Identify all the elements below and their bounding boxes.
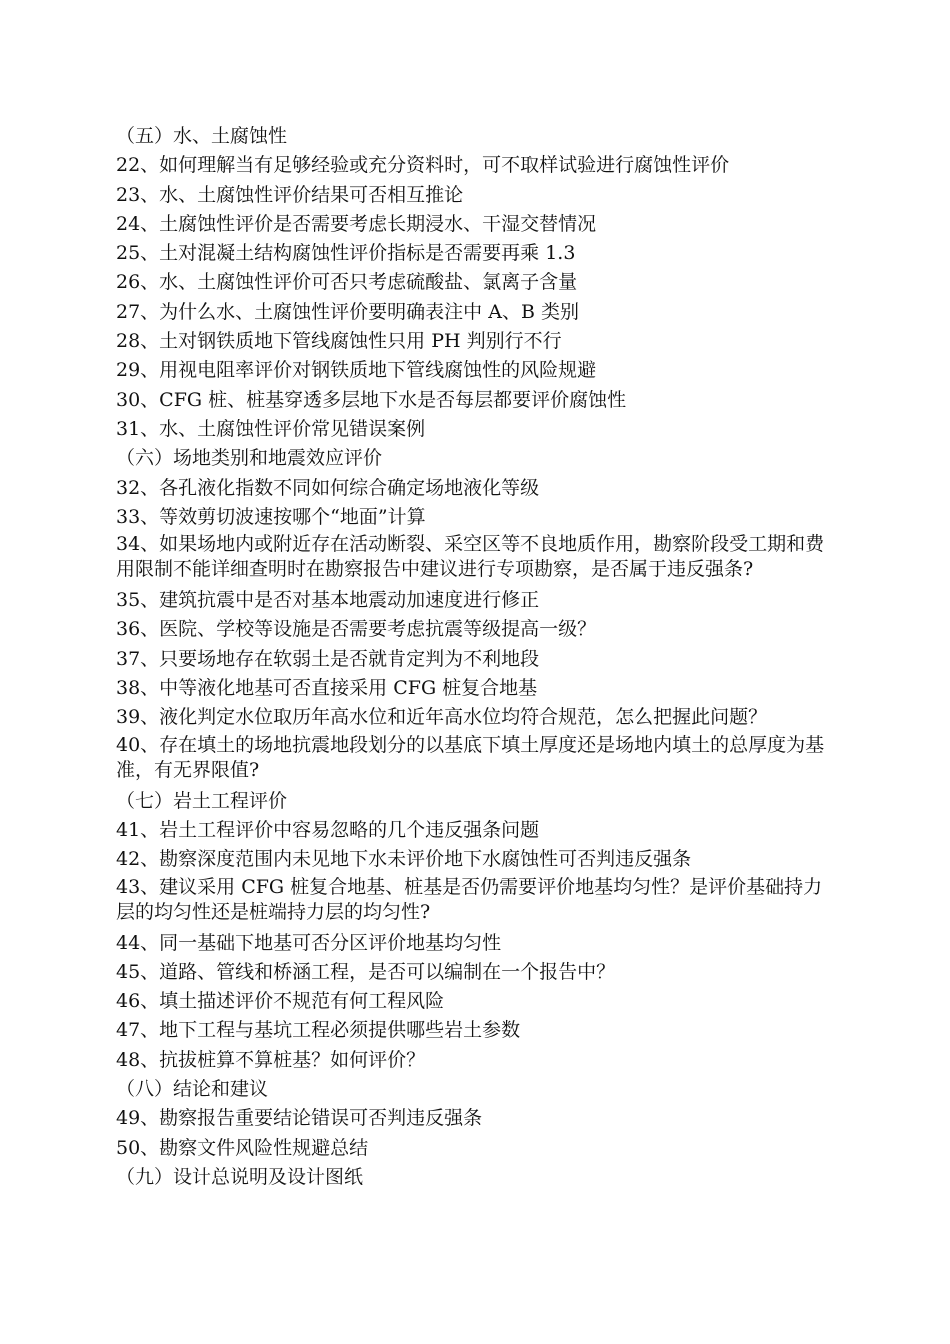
question-item: 46、填土描述评价不规范有何工程风险 xyxy=(116,990,445,1013)
question-item: 32、各孔液化指数不同如何综合确定场地液化等级 xyxy=(116,476,540,499)
question-item: 22、如何理解当有足够经验或充分资料时，可不取样试验进行腐蚀性评价 xyxy=(116,154,730,177)
question-item: 48、抗拔桩算不算桩基？如何评价？ xyxy=(116,1048,426,1071)
question-item: 39、液化判定水位取历年高水位和近年高水位均符合规范，怎么把握此问题？ xyxy=(116,706,768,729)
document-body xyxy=(116,122,836,1192)
question-item: 38、中等液化地基可否直接采用 CFG 桩复合地基 xyxy=(116,677,538,700)
question-item: 28、土对钢铁质地下管线腐蚀性只用 PH 判别行不行 xyxy=(116,330,562,353)
section-heading: （九）设计总说明及设计图纸 xyxy=(116,1165,364,1188)
question-item: 29、用视电阻率评价对钢铁质地下管线腐蚀性的风险规避 xyxy=(116,359,597,382)
question-item: 49、勘察报告重要结论错误可否判违反强条 xyxy=(116,1107,483,1130)
question-item: 43、建议采用 CFG 桩复合地基、桩基是否仍需要评价地基均匀性？是评价基础持力层的均匀性还是桩端持力层的均匀性? xyxy=(116,875,823,923)
section-heading: （六）场地类别和地震效应评价 xyxy=(116,447,383,470)
question-item: 23、水、土腐蚀性评价结果可否相互推论 xyxy=(116,183,464,206)
section-heading: （七）岩土工程评价 xyxy=(116,789,288,812)
question-item: 41、岩土工程评价中容易忽略的几个违反强条问题 xyxy=(116,818,540,841)
question-item: 36、医院、学校等设施是否需要考虑抗震等级提高一级？ xyxy=(116,618,597,641)
question-item: 24、土腐蚀性评价是否需要考虑长期浸水、干湿交替情况 xyxy=(116,212,597,235)
question-item: 25、土对混凝土结构腐蚀性评价指标是否需要再乘 1.3 xyxy=(116,242,576,265)
question-item: 26、水、土腐蚀性评价可否只考虑硫酸盐、氯离子含量 xyxy=(116,271,578,294)
question-item: 35、建筑抗震中是否对基本地震动加速度进行修正 xyxy=(116,589,540,612)
question-item: 27、为什么水、土腐蚀性评价要明确表注中 A、B 类别 xyxy=(116,300,579,323)
question-item: 42、勘察深度范围内未见地下水未评价地下水腐蚀性可否判违反强条 xyxy=(116,848,692,871)
section-heading: （八）结论和建议 xyxy=(116,1078,269,1101)
question-item: 50、勘察文件风险性规避总结 xyxy=(116,1136,369,1159)
question-item: 45、道路、管线和桥涵工程，是否可以编制在一个报告中？ xyxy=(116,960,616,983)
question-item: 37、只要场地存在软弱土是否就肯定判为不利地段 xyxy=(116,647,540,670)
question-item: 44、同一基础下地基可否分区评价地基均匀性 xyxy=(116,931,502,954)
question-item: 40、存在填土的场地抗震地段划分的以基底下填土厚度还是场地内填土的总厚度为基准，有无界限值? xyxy=(116,733,825,781)
question-item: 33、等效剪切波速按哪个“地面”计算 xyxy=(116,505,426,528)
question-item: 47、地下工程与基坑工程必须提供哪些岩土参数 xyxy=(116,1019,521,1042)
section-heading: （五）水、土腐蚀性 xyxy=(116,125,288,147)
question-item: 31、水、土腐蚀性评价常见错误案例 xyxy=(116,417,426,440)
question-item: 30、CFG 桩、桩基穿透多层地下水是否每层都要评价腐蚀性 xyxy=(116,388,627,411)
question-item: 34、如果场地内或附近存在活动断裂、采空区等不良地质作用，勘察阶段受工期和费用限制不能详细查明时在勘察报告中建议进行专项勘察，是否属于违反强条? xyxy=(116,533,825,581)
